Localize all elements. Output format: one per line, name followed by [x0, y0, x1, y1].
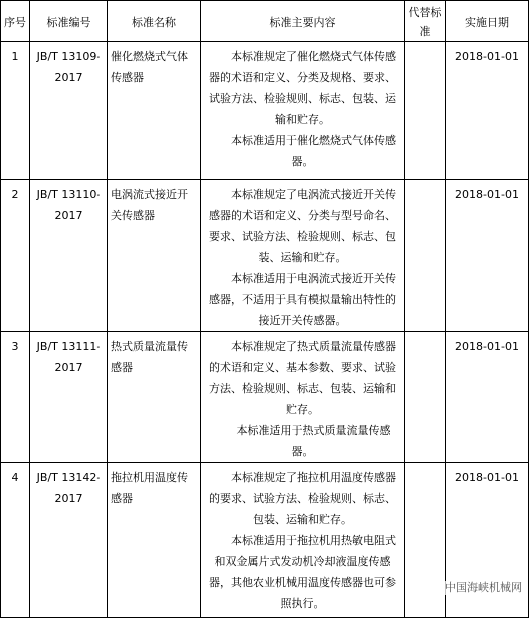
header-replace: 代替标准 — [405, 1, 446, 42]
header-index: 序号 — [1, 1, 30, 42]
row-code: JB/T 13111-2017 — [30, 332, 108, 463]
content-applicability-paragraph: 本标准适用于催化燃烧式气体传感器。 — [231, 134, 396, 168]
row-replace — [405, 463, 446, 618]
content-scope-paragraph: 本标准规定了拖拉机用温度传感器的要求、试验方法、检验规则、标志、包装、运输和贮存。 — [209, 471, 396, 526]
row-replace — [405, 180, 446, 332]
row-content — [201, 463, 405, 618]
row-code: JB/T 13109-2017 — [30, 42, 108, 180]
header-name: 标准名称 — [108, 1, 201, 42]
content-scope-paragraph: 本标准规定了电涡流式接近开关传感器的术语和定义、分类与型号命名、要求、试验方法、检验规则、标志、包装、运输和贮存。 — [209, 188, 396, 264]
row-date: 2018-01-01 — [446, 180, 529, 332]
row-index: 1 — [1, 42, 30, 180]
row-date: 2018-01-01 — [446, 42, 529, 180]
row-index: 4 — [1, 463, 30, 618]
row-replace — [405, 42, 446, 180]
row-name: 催化燃烧式气体传感器 — [108, 42, 201, 180]
content-scope-paragraph: 本标准规定了热式质量流量传感器的术语和定义、基本参数、要求、试验方法、检验规则、标志、包装、运输和贮存。 — [209, 340, 396, 416]
row-index: 3 — [1, 332, 30, 463]
content-applicability-paragraph: 本标准适用于电涡流式接近开关传感器，不适用于具有模拟量输出特性的接近开关传感器。 — [209, 272, 396, 327]
row-content — [201, 42, 405, 180]
content-applicability-paragraph: 本标准适用于热式质量流量传感器。 — [236, 424, 391, 458]
content-applicability-paragraph: 本标准适用于拖拉机用热敏电阻式和双金属片式发动机冷却液温度传感器，其他农业机械用温度传感器也可参照执行。 — [209, 534, 396, 610]
table-row — [1, 332, 529, 463]
row-content — [201, 332, 405, 463]
table-row — [1, 180, 529, 332]
header-code: 标准编号 — [30, 1, 108, 42]
row-date: 2018-01-01 — [446, 463, 529, 618]
row-code: JB/T 13142-2017 — [30, 463, 108, 618]
header-date: 实施日期 — [446, 1, 529, 42]
row-replace — [405, 332, 446, 463]
row-name: 拖拉机用温度传感器 — [108, 463, 201, 618]
row-content — [201, 180, 405, 332]
row-index: 2 — [1, 180, 30, 332]
row-date: 2018-01-01 — [446, 332, 529, 463]
row-code: JB/T 13110-2017 — [30, 180, 108, 332]
content-scope-paragraph: 本标准规定了催化燃烧式气体传感器的术语和定义、分类及规格、要求、试验方法、检验规则、标志、包装、运输和贮存。 — [209, 50, 396, 126]
row-name: 电涡流式接近开关传感器 — [108, 180, 201, 332]
table-header-row — [1, 1, 529, 42]
site-watermark: 中国海峡机械网 — [445, 581, 522, 594]
header-content: 标准主要内容 — [201, 1, 405, 42]
table-row — [1, 42, 529, 180]
row-name: 热式质量流量传感器 — [108, 332, 201, 463]
